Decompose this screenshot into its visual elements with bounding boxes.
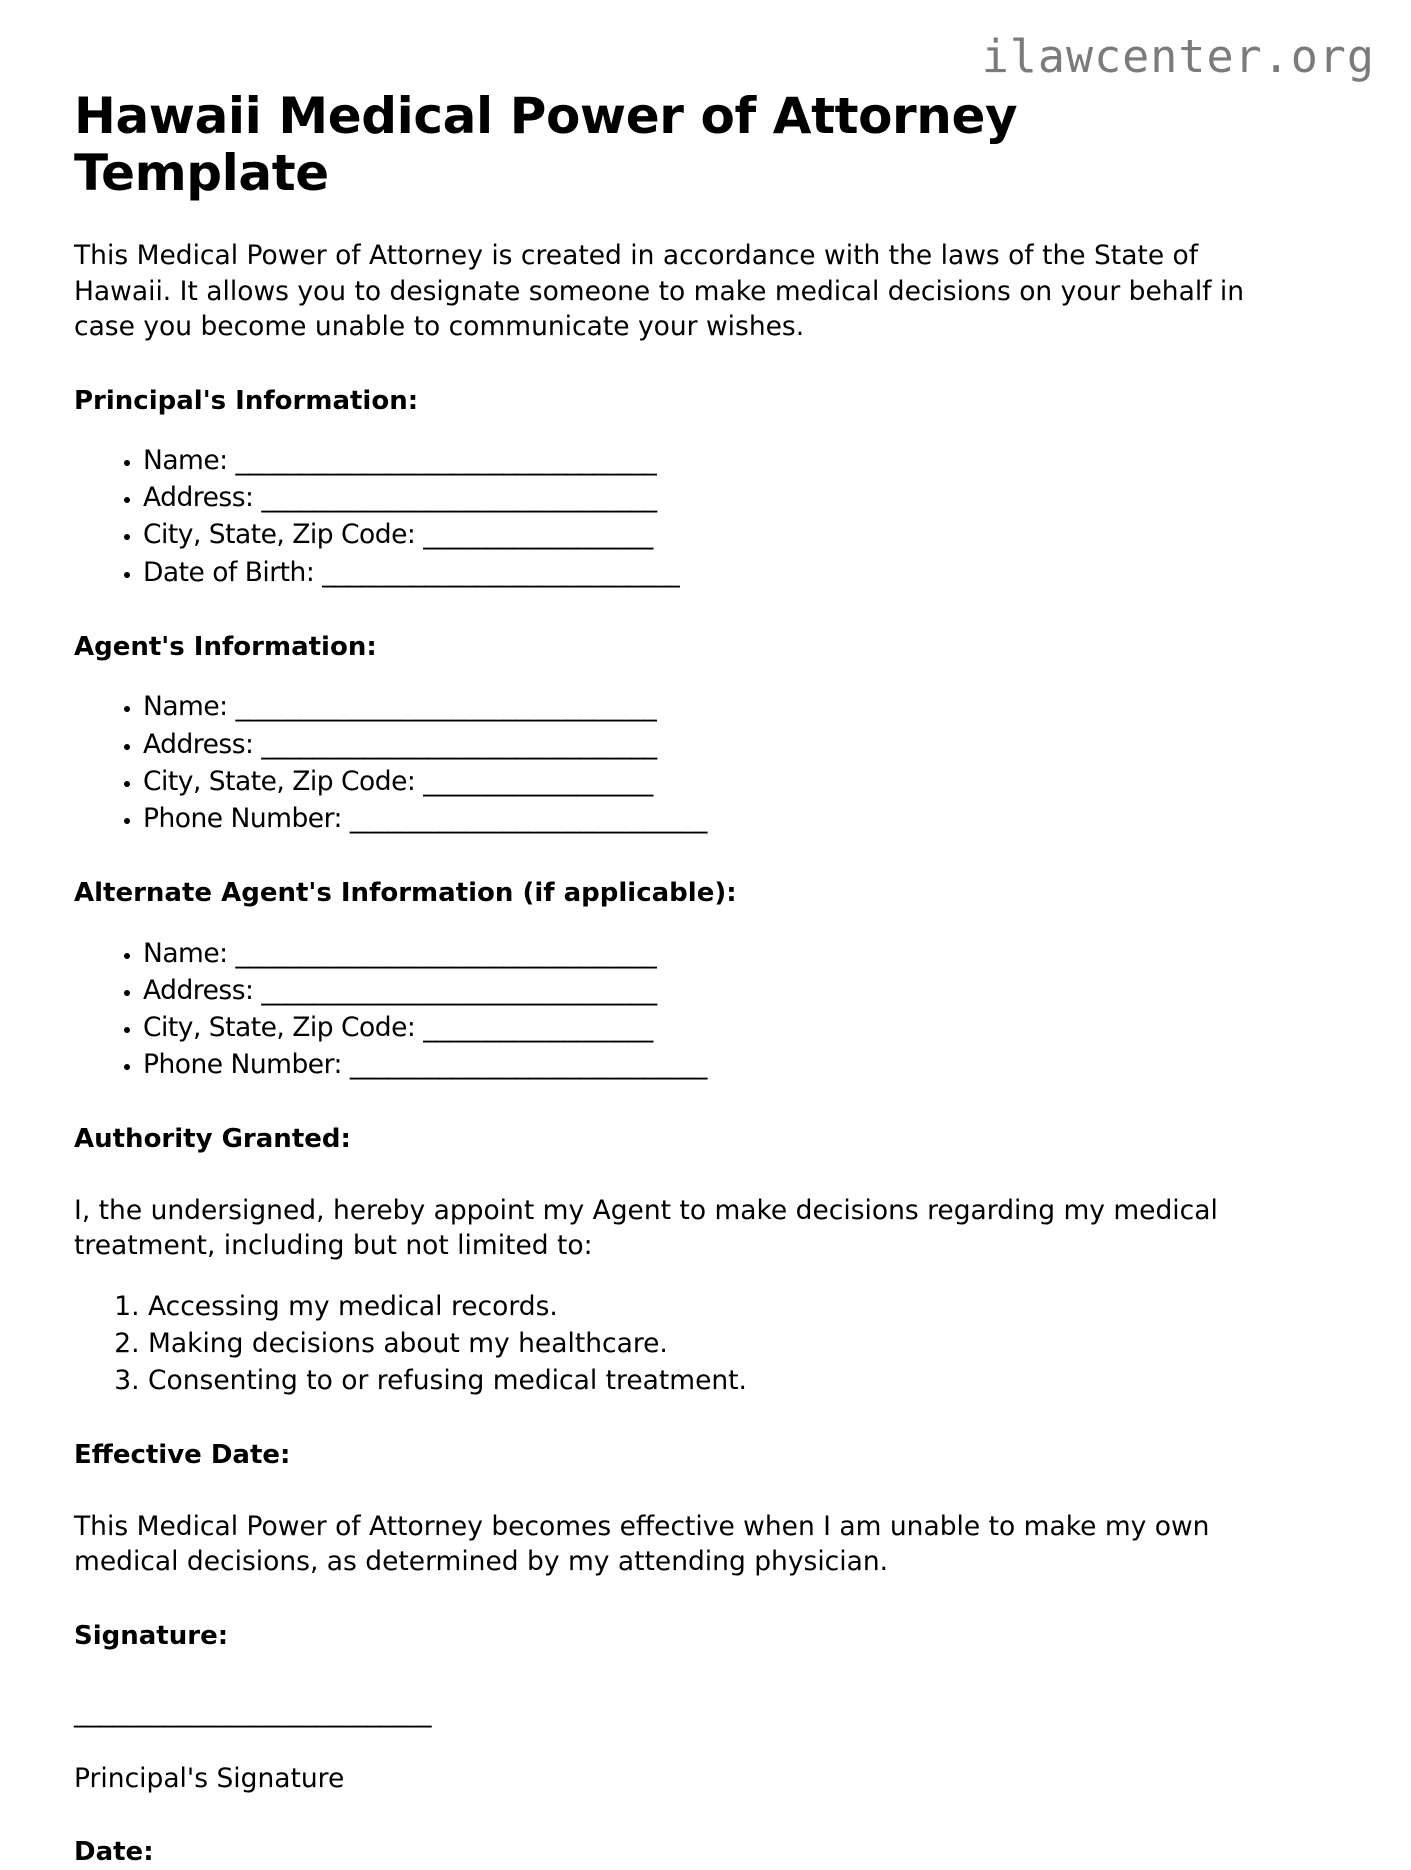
agent-field-list [74,688,1279,836]
principal-information-heading: Principal's Information: [74,385,419,416]
list-item [143,763,1279,800]
alternate-agent-name-field: Name: _________________________________ [143,937,657,969]
signature-line: ____________________________ [74,1696,431,1728]
authority-granted-paragraph: I, the undersigned, hereby appoint my Agent to make decisions regarding my medical treatment, including but not limited to: [74,1194,1218,1262]
alternate-agent-city-state-zip-field: City, State, Zip Code: __________________ [143,1011,653,1043]
principal-field-list [74,442,1279,590]
list-item [143,1009,1279,1046]
agent-information-heading: Agent's Information: [74,631,377,662]
principal-name-field: Name: _________________________________ [143,445,657,477]
authority-granted-heading: Authority Granted: [74,1124,351,1155]
document-content [74,0,1279,1870]
signature-caption: Principal's Signature [74,1762,345,1794]
site-watermark: ilawcenter.org [981,30,1375,83]
list-item [143,1046,1279,1083]
principal-city-state-zip-field: City, State, Zip Code: __________________ [143,519,653,551]
list-item [143,688,1279,725]
alternate-agent-address-field: Address: _______________________________ [143,974,657,1006]
list-item [143,516,1279,553]
alternate-agent-phone-number-field: Phone Number: ____________________________ [143,1048,707,1080]
list-item [143,935,1279,972]
intro-paragraph: This Medical Power of Attorney is created in accordance with the laws of the State of Hawaii. It allows you to designate someone to make medical decisions on your behalf in case you become unable to communicate your wishes. [74,240,1245,342]
list-item [143,972,1279,1009]
date-heading: Date: [74,1837,154,1868]
alternate-agent-information-heading: Alternate Agent's Information (if applicable): [74,877,737,908]
authority-granted-list [74,1288,1279,1399]
page-title: Hawaii Medical Power of Attorney Template [74,87,1018,202]
list-item [143,442,1279,479]
list-item [143,554,1279,591]
signature-heading: Signature: [74,1620,229,1651]
list-item [143,726,1279,763]
effective-date-paragraph: This Medical Power of Attorney becomes effective when I am unable to make my own medical decisions, as determined by my attending physician. [74,1510,1210,1578]
agent-address-field: Address: _______________________________ [143,728,657,760]
agent-city-state-zip-field: City, State, Zip Code: __________________ [143,765,653,797]
agent-name-field: Name: _________________________________ [143,691,657,723]
principal-date-of-birth-field: Date of Birth: ____________________________ [143,556,680,588]
list-item [143,479,1279,516]
effective-date-heading: Effective Date: [74,1440,291,1471]
list-item: 2. Making decisions about my healthcare. [148,1325,1279,1362]
list-item: 3. Consenting to or refusing medical treatment. [148,1362,1279,1399]
principal-address-field: Address: _______________________________ [143,482,657,514]
alternate-agent-field-list [74,935,1279,1083]
agent-phone-number-field: Phone Number: ____________________________ [143,802,707,834]
list-item: 1. Accessing my medical records. [148,1288,1279,1325]
list-item [143,800,1279,837]
